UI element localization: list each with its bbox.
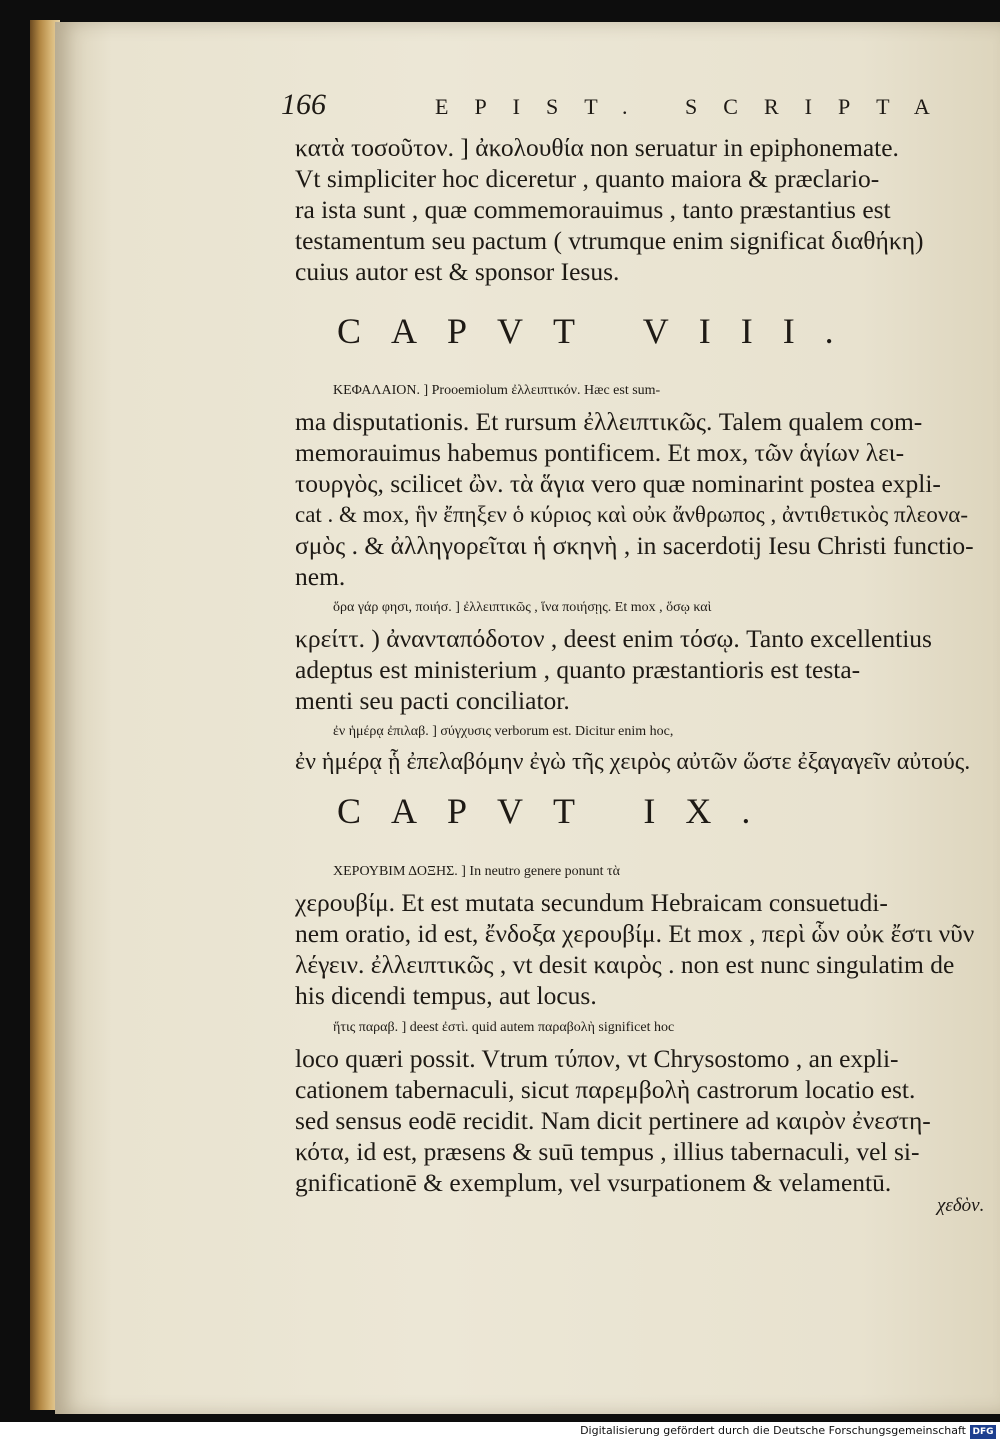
text-line: σμὸς . & ἀλληγορεῖται ἡ σκηνὴ , in sacerdotij Iesu Christi functio-	[295, 531, 974, 560]
text-line: κατὰ τοσοῦτον. ] ἀκολουθία non seruatur in epiphonemate.	[295, 133, 899, 162]
text-line: testamentum seu pactum ( vtrumque enim significat διαθήκη)	[295, 226, 924, 255]
paragraph-5	[295, 856, 975, 1011]
catchword: χεδὸν.	[937, 1195, 985, 1216]
text-line: sed sensus eodē recidit. Nam dicit pertinere ad καιρὸν ἐνεστη-	[295, 1106, 931, 1135]
dfg-logo-icon: DFG	[970, 1425, 996, 1439]
text-line: ἥτις παραβ. ] deest ἐστὶ. quid autem παραβολὴ significet hoc	[333, 1020, 675, 1035]
paragraph-6	[295, 1012, 975, 1198]
text-line: cat . & mox, ἣν ἔπηξεν ὁ κύριος καὶ οὐκ ἄνθρωπος , ἀντιθετικὸς πλεονα-	[295, 502, 968, 527]
text-line: nem.	[295, 562, 346, 591]
text-line: λέγειν. ἐλλειπτικῶς , vt desit καιρὸς . non est nunc singulatim de	[295, 950, 955, 979]
text-line: menti seu pacti conciliator.	[295, 686, 570, 715]
text-line: his dicendi tempus, aut locus.	[295, 981, 597, 1010]
text-line: Vt simpliciter hoc diceretur , quanto maiora & præclario-	[295, 164, 880, 193]
text-line: cationem tabernaculi, sicut παρεμβολὴ castrorum locatio est.	[295, 1075, 916, 1104]
text-line: ma disputationis. Et rursum ἐλλειπτικῶς. Talem qualem com-	[295, 407, 923, 436]
text-line: ἐν ἡμέρᾳ ἐπιλαβ. ] σύγχυσις verborum est. Dicitur enim hoc,	[333, 724, 674, 739]
text-line: ra ista sunt , quæ commemorauimus , tanto præstantius est	[295, 195, 891, 224]
text-line: gnificationē & exemplum, vel vsurpationem & velamentū.	[295, 1168, 892, 1197]
text-line: ΚΕΦΑΛΑΙΟΝ. ] Prooemiolum ἐλλειπτικόν. Hæc est sum-	[333, 383, 661, 398]
text-line: τουργὸς, scilicet ὢν. τὰ ἅγια vero quæ nominarint postea expli-	[295, 469, 941, 498]
chapter-heading-viii: CAPVT VIII.	[337, 311, 864, 351]
text-line: loco quæri possit. Vtrum τύπον, vt Chrysostomo , an expli-	[295, 1044, 899, 1073]
paragraph-2	[295, 375, 975, 592]
text-line: χερουβίμ. Et est mutata secundum Hebraicam consuetudi-	[295, 888, 888, 917]
footer-bar	[0, 1422, 1000, 1443]
text-line: nem oratio, id est, ἔνδοξα χερουβίμ. Et mox , περὶ ὧν οὐκ ἔστι νῦν	[295, 919, 975, 948]
chapter-heading-ix: CAPVT IX.	[337, 791, 781, 831]
text-line: cuius autor est & sponsor Iesus.	[295, 257, 620, 286]
text-line: adeptus est ministerium , quanto præstantioris est testa-	[295, 655, 861, 684]
page-number: 166	[281, 88, 326, 121]
text-line: memorauimus habemus pontificem. Et mox, τῶν ἁγίων λει-	[295, 438, 905, 467]
running-title: EPIST. SCRIPTA	[435, 94, 956, 119]
text-line: ἐν ἡμέρᾳ ᾗ ἐπελαβόμην ἐγὼ τῆς χειρὸς αὐτῶν ὥστε ἐξαγαγεῖν αὐτούς.	[295, 749, 971, 775]
paragraph-1	[295, 132, 975, 287]
text-line: ὅρα γάρ φησι, ποιήσ. ] ἐλλειπτικῶς , ἵνα ποιήσῃς. Et mox , ὅσῳ καὶ	[333, 600, 712, 615]
paragraph-4	[295, 716, 975, 778]
funding-credit: Digitalisierung gefördert durch die Deutsche Forschungsgemeinschaft	[580, 1424, 966, 1437]
text-line: κρείττ. ) ἀνανταπόδοτον , deest enim τόσῳ. Tanto excellentius	[295, 624, 932, 653]
paragraph-3	[295, 592, 975, 716]
running-head	[225, 88, 956, 128]
text-line: ΧΕΡΟΥΒΙΜ ΔΟΞΗΣ. ] In neutro genere ponunt τὰ	[333, 864, 621, 879]
text-line: κότα, id est, præsens & suū tempus , illius tabernaculi, vel si-	[295, 1137, 920, 1166]
